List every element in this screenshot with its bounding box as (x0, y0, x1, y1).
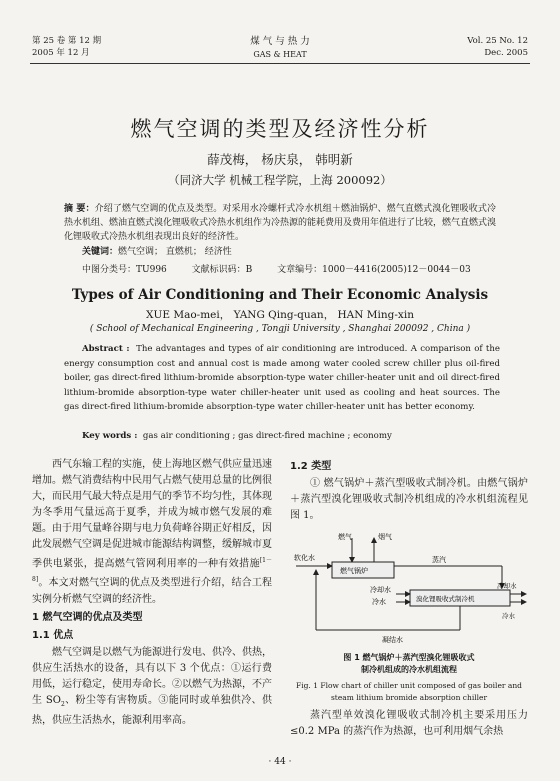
clc-number: 中图分类号：TU996 (82, 265, 167, 275)
classification-line (82, 262, 493, 275)
header-date-en: Dec. 2005 (484, 48, 528, 58)
header-rule (30, 63, 530, 64)
title-cn: 燃气空调的类型及经济性分析 (130, 117, 430, 141)
authors-cn: 薛茂梅， 杨庆泉， 韩明新 (207, 152, 353, 167)
header-journal-cn: 煤 气 与 热 力 (250, 36, 310, 47)
label-cooling-in: 冷却水 (370, 586, 391, 594)
article-id: 文章编号：1000－4416(2005)12－0044－03 (277, 265, 471, 275)
intro-ref: [1－8] (32, 557, 272, 584)
keywords-en (82, 431, 392, 441)
section-1-1-heading: 1.1 优点 (32, 629, 74, 641)
label-gas: 燃气 (338, 533, 352, 541)
type1-paragraph: ① 燃气锅炉＋蒸汽型吸收式制冷机。由燃气锅炉＋蒸汽型溴化锂吸收式制冷机组成的冷水机组流程见图 1。 (290, 478, 528, 521)
fig-caption-en-line1: Fig. 1 Flow chart of chiller unit composed of gas boiler and (296, 681, 522, 690)
keywords-en-label: Key words : (82, 431, 138, 441)
label-cooling-out: 冷却水 (497, 582, 517, 590)
adv-sub: 2 (60, 700, 65, 708)
abstract-cn-label: 摘 要： (64, 204, 95, 214)
keywords-en-text: gas air conditioning ; gas direct-fired machine ; economy (142, 431, 392, 441)
after-figure-text (290, 708, 528, 740)
header-date-cn: 2005 年 12 月 (32, 48, 90, 58)
label-boiler: 燃气锅炉 (340, 567, 368, 575)
abstract-cn-text: 介绍了燃气空调的优点及类型。对采用水冷螺杆式冷水机组＋燃油锅炉、燃气直燃式溴化锂吸收式冷热水机组、燃油直燃式溴化锂吸收式冷热水机组作为冷热源的能耗费用及费用年值进行了比较，燃气直燃式溴化锂吸收式冷热水机组表现出良好的经济性。 (64, 204, 497, 242)
abstract-cn (64, 202, 496, 244)
affiliation-cn: （同济大学 机械工程学院，上海 200092） (168, 173, 392, 187)
flow-chart (292, 530, 528, 650)
page-number: · 44 · (268, 757, 292, 767)
fig-caption-cn-line1: 图 1 燃气锅炉＋蒸汽型溴化锂吸收式 (343, 653, 475, 662)
section-1-2-heading: 1.2 类型 (290, 461, 332, 472)
section-1-heading: 1 燃气空调的优点及类型 (32, 611, 143, 623)
header-journal-en: GAS & HEAT (253, 50, 307, 59)
label-condensate: 凝结水 (382, 636, 403, 644)
affiliation-en: ( School of Mechanical Engineering , Tongji University , Shanghai 200092 , China ) (89, 324, 471, 334)
keywords-cn (82, 244, 232, 257)
title-en: Types of Air Conditioning and Their Economic Analysis (71, 287, 489, 303)
keywords-cn-label: 关键词： (82, 247, 119, 257)
label-softwater: 软化水 (294, 554, 315, 562)
advantages-paragraph (32, 645, 272, 729)
adv-text: 燃气空调是以燃气为能源进行发电、供冷、供热，供应生活热水的设备，具有以下 3 个优点：①运行费用低，运行稳定，使用寿命长。②以燃气为热源，不产生 SO (32, 646, 272, 706)
right-column (290, 457, 528, 524)
fig-caption-cn-line2: 制冷机组成的冷水机组流程 (361, 665, 457, 674)
header-volume-en: Vol. 25 No. 12 (467, 36, 528, 46)
keywords-cn-text: 燃气空调； 直燃机； 经济性 (118, 247, 232, 257)
intro-text: 西气东输工程的实施，使上海地区燃气供应量迅速增加。燃气消费结构中民用气占燃气使用总量的比例很大，而民用气最大特点是用气的季节不均匀性，其体现为冬季用气量远高于夏季，并成为城市燃气发展的难题。由于用气量峰谷期与电力负荷峰谷期正好相反，因此发展燃气空调是促进城市能源结构调整，缓解城市夏季供电紧张，提高燃气管网利用率的一种有效措施 (32, 459, 272, 570)
label-chilled-out: 冷水 (502, 612, 515, 620)
intro-text-end: 。本文对燃气空调的优点及类型进行介绍，结合工程实例分析燃气空调的经济性。 (32, 577, 272, 605)
intro-paragraph (32, 457, 272, 608)
header-volume-cn: 第 25 卷 第 12 期 (32, 36, 102, 46)
adv-text-end: 、粉尘等有害物质。③能同时或单独供冷、供热，供应生活热水，能源利用率高。 (32, 694, 272, 726)
document-code: 文献标识码：B (191, 265, 253, 275)
label-chilled-in: 冷水 (372, 598, 386, 606)
abstract-en (64, 342, 500, 415)
fig-caption-en-line2: steam lithium bromide absorption chiller (330, 693, 488, 702)
abstract-en-text: The advantages and types of air conditioning are introduced. A comparison of the energy consumption cost and annual cost is made among water cooled screw chiller plus oil-fired boiler, gas direct-fired lithium-bromide absorption-type water chiller-heater unit and oil direct-fired lithium-bromide absorption-type water chiller-heater unit used as cooling and heat sources. The gas direct-fired lithium-bromide absorption-type water chiller-heater unit has better economy. (64, 344, 500, 413)
fig-caption-en (290, 680, 528, 704)
label-flue: 烟气 (378, 533, 392, 541)
label-steam: 蒸汽 (432, 556, 446, 564)
fig-caption-cn (290, 652, 528, 676)
after-figure-paragraph: 蒸汽型单效溴化锂吸收式制冷机主要采用压力≤0.2 MPa 的蒸汽作为热源，也可利用烟气余热 (290, 710, 528, 737)
figure-1 (292, 530, 528, 650)
authors-en: XUE Mao-mei， YANG Qing-quan， HAN Ming-xin (146, 309, 414, 321)
left-column (32, 457, 272, 729)
abstract-en-label: Abstract : (82, 344, 130, 354)
label-chiller: 溴化锂吸收式制冷机 (416, 595, 475, 603)
